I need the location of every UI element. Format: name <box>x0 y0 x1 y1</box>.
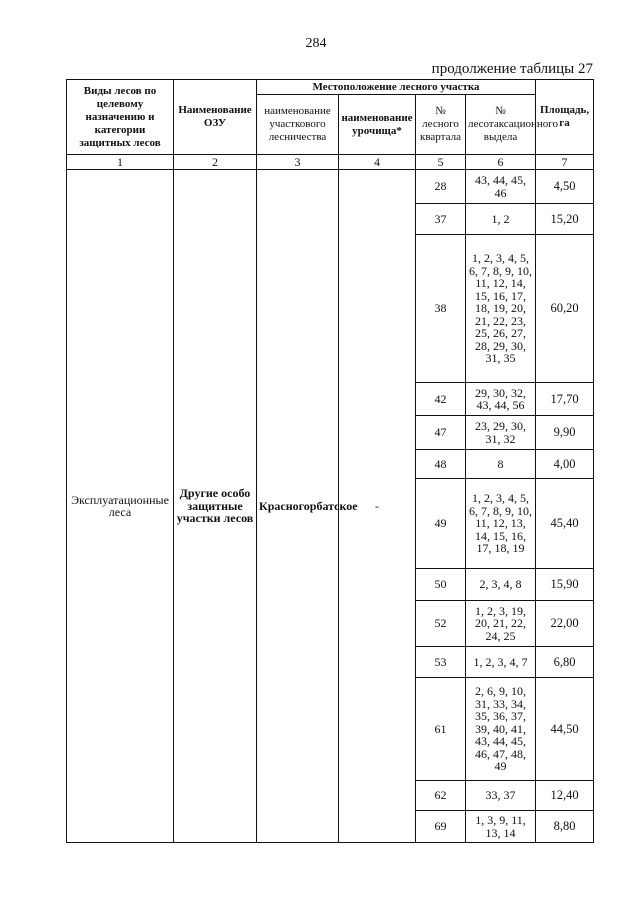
area-cell: 9,90 <box>536 416 594 450</box>
forest-type-cell: Эксплуатационные леса <box>67 170 174 843</box>
plots-cell: 2, 6, 9, 10, 31, 33, 34, 35, 36, 37, 39, 40, 41, 43, 44, 45, 46, 47, 48, 49 <box>466 678 536 781</box>
plots-cell: 43, 44, 45, 46 <box>466 170 536 204</box>
quarter-cell: 49 <box>416 479 466 569</box>
quarter-cell: 48 <box>416 450 466 479</box>
area-cell: 4,00 <box>536 450 594 479</box>
area-cell: 17,70 <box>536 383 594 416</box>
tract-cell: - <box>339 170 416 843</box>
area-cell: 12,40 <box>536 781 594 811</box>
quarter-cell: 52 <box>416 601 466 647</box>
area-cell: 4,50 <box>536 170 594 204</box>
quarter-cell: 50 <box>416 569 466 601</box>
header-district: наименование участкового лесничества <box>257 95 339 155</box>
column-number: 6 <box>466 155 536 170</box>
plots-cell: 1, 2, 3, 19, 20, 21, 22, 24, 25 <box>466 601 536 647</box>
header-ozu-name: Наименование ОЗУ <box>174 80 257 155</box>
plots-cell: 23, 29, 30, 31, 32 <box>466 416 536 450</box>
column-number: 3 <box>257 155 339 170</box>
quarter-cell: 69 <box>416 811 466 843</box>
quarter-cell: 61 <box>416 678 466 781</box>
column-number: 2 <box>174 155 257 170</box>
area-cell: 60,20 <box>536 235 594 383</box>
plots-cell: 33, 37 <box>466 781 536 811</box>
quarter-cell: 37 <box>416 204 466 235</box>
column-number: 5 <box>416 155 466 170</box>
quarter-cell: 42 <box>416 383 466 416</box>
header-quarter: № лесного квартала <box>416 95 466 155</box>
plots-cell: 1, 2 <box>466 204 536 235</box>
district-cell: Красногорбатское <box>257 170 339 843</box>
column-number: 1 <box>67 155 174 170</box>
column-number: 7 <box>536 155 594 170</box>
header-plot: № лесотаксационного выдела <box>466 95 536 155</box>
plots-cell: 1, 2, 3, 4, 5, 6, 7, 8, 9, 10, 11, 12, 13, 14, 15, 16, 17, 18, 19 <box>466 479 536 569</box>
area-cell: 22,00 <box>536 601 594 647</box>
header-area: Площадь, га <box>536 80 594 155</box>
quarter-cell: 38 <box>416 235 466 383</box>
page-number: 284 <box>305 36 327 51</box>
header-location-group: Местоположение лесного участка <box>257 80 536 95</box>
area-cell: 44,50 <box>536 678 594 781</box>
area-cell: 8,80 <box>536 811 594 843</box>
plots-cell: 2, 3, 4, 8 <box>466 569 536 601</box>
quarter-cell: 62 <box>416 781 466 811</box>
plots-cell: 1, 3, 9, 11, 13, 14 <box>466 811 536 843</box>
column-number: 4 <box>339 155 416 170</box>
plots-cell: 29, 30, 32, 43, 44, 56 <box>466 383 536 416</box>
plots-cell: 1, 2, 3, 4, 7 <box>466 647 536 678</box>
header-forest-type: Виды лесов по целевому назначению и категории защитных лесов <box>67 80 174 155</box>
area-cell: 6,80 <box>536 647 594 678</box>
quarter-cell: 47 <box>416 416 466 450</box>
plots-cell: 8 <box>466 450 536 479</box>
table-row <box>67 170 594 204</box>
header-tract: наименование урочища* <box>339 95 416 155</box>
area-cell: 15,20 <box>536 204 594 235</box>
quarter-cell: 28 <box>416 170 466 204</box>
ozu-name-cell: Другие особо защитные участки лесов <box>174 170 257 843</box>
plots-cell: 1, 2, 3, 4, 5, 6, 7, 8, 9, 10, 11, 12, 14, 15, 16, 17, 18, 19, 20, 21, 22, 23, 25, 26, 27, 28, 29, 30, 31, 35 <box>466 235 536 383</box>
forest-plots-table <box>66 79 594 843</box>
quarter-cell: 53 <box>416 647 466 678</box>
area-cell: 45,40 <box>536 479 594 569</box>
area-cell: 15,90 <box>536 569 594 601</box>
table-continuation-label: продолжение таблицы 27 <box>431 61 593 77</box>
